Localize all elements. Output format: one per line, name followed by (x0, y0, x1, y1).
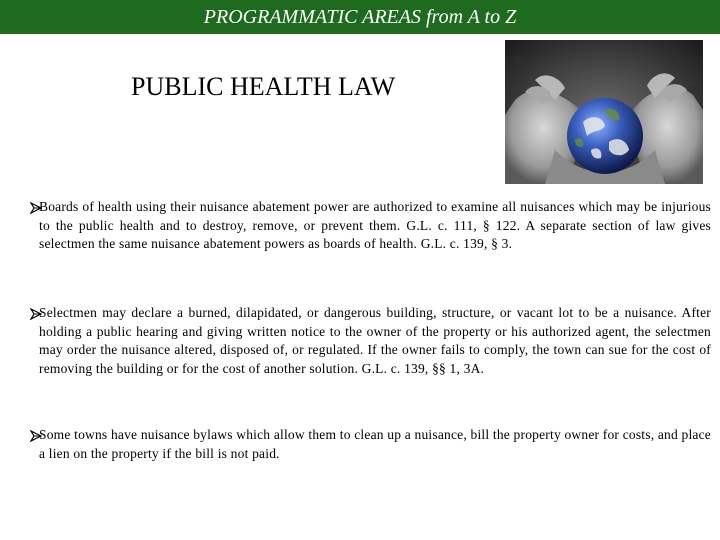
banner-title: PROGRAMMATIC AREAS from A to Z (203, 5, 517, 28)
bullet-text: Selectmen may declare a burned, dilapidated, or dangerous building, structure, or vacant lot to be a nuisance. After holding a public hearing and giving written notice to the owner of the property or his authorized agent, the selectmen may order the nuisance altered, disposed of, or regulated. If the owner fails to comply, the town can sue for the cost of removing the building or for the cost of another solution. G.L. c. 139, §§ 1, 3A. (39, 305, 711, 376)
header-banner (0, 0, 720, 34)
bullet-text: Some towns have nuisance bylaws which allow them to clean up a nuisance, bill the property owner for costs, and place a lien on the property if the bill is not paid. (39, 427, 711, 461)
slide-title: PUBLIC HEALTH LAW (131, 72, 396, 101)
hands-holding-earth-photo (505, 40, 703, 184)
bullet-text: Boards of health using their nuisance abatement power are authorized to examine all nuisances which may be injurious to the public health and to destroy, remove, or prevent them. G.L. c. 111, § 122. A separate section of law gives selectmen the same nuisance abatement powers as boards of health. G.L. c. 139, § 3. (39, 199, 711, 251)
